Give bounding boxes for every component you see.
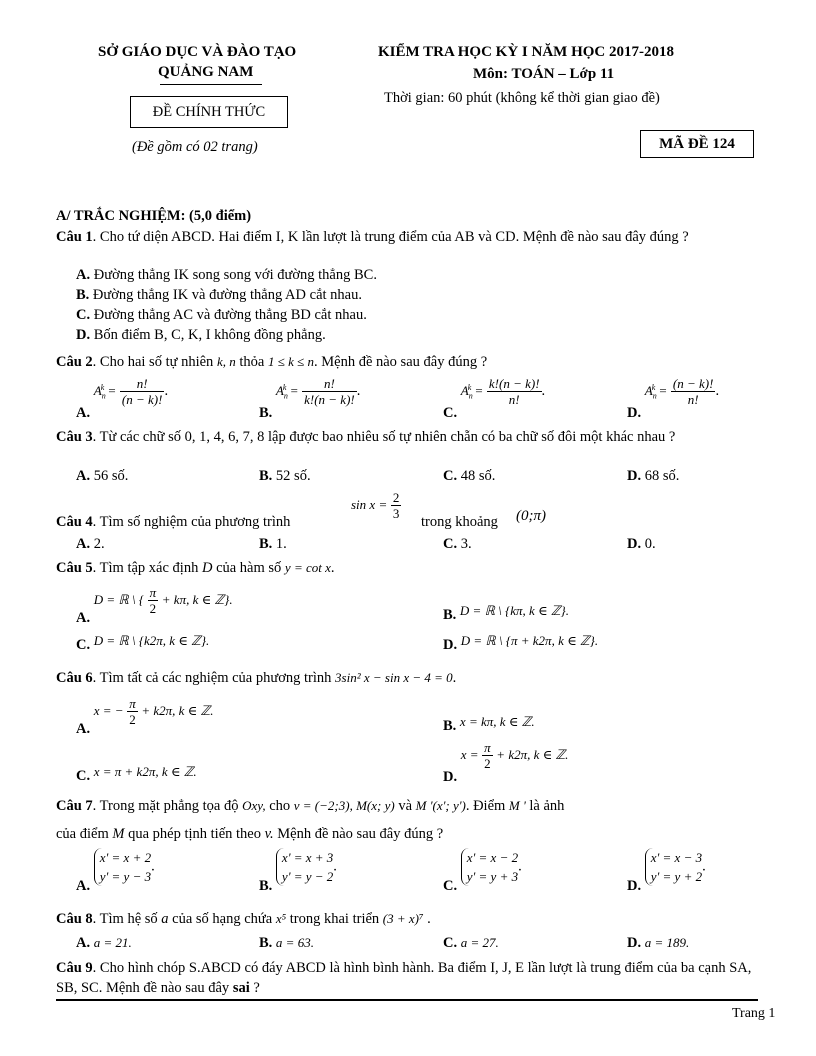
header-underline bbox=[160, 84, 262, 85]
q4-option-b: B. 1. bbox=[259, 536, 287, 552]
question-1 bbox=[56, 227, 758, 247]
department-line2: QUẢNG NAM bbox=[158, 64, 254, 80]
q6-option-d: D. x = $\frac{\pi}{2}$ + k2π, k ∈ ℤ. bbox=[443, 740, 569, 785]
subject: Môn: TOÁN – Lớp 11 bbox=[473, 66, 615, 82]
q6-option-a: A. x = − $\frac{\pi}{2}$ + k2π, k ∈ ℤ. bbox=[76, 696, 214, 737]
q2-option-a: A. $A_n^k$ = $\frac{n!}{(n - k)!}$ . bbox=[76, 376, 169, 421]
q7-option-d: D. x' = x − 3 y' = y + 2. bbox=[627, 850, 706, 895]
exam-time: Thời gian: 60 phút (không kể thời gian giao đề) bbox=[384, 90, 660, 106]
q8-option-c: C. a = 27. bbox=[443, 935, 499, 951]
q7-option-c: C. x' = x − 2 y' = y + 3. bbox=[443, 850, 522, 895]
q2-option-d: D. $A_n^k$ = $\frac{(n - k)!}{n!}$ . bbox=[627, 376, 720, 421]
q4-option-a: A. 2. bbox=[76, 536, 105, 552]
question-6: Câu 6. Tìm tất cả các nghiệm của phương trình 3sin² x − sin x − 4 = 0. bbox=[56, 670, 457, 686]
q3-option-d: D. 68 số. bbox=[627, 468, 680, 484]
q6-option-b: B. x = kπ, k ∈ ℤ. bbox=[443, 714, 535, 734]
q7-option-a: A. x' = x + 2 y' = y − 3. bbox=[76, 850, 155, 895]
q8-option-a: A. a = 21. bbox=[76, 935, 132, 951]
q4-equation: sin x = $\frac{2}{3}$ bbox=[351, 490, 400, 521]
q5-option-d: D. D = ℝ \ {π + k2π, k ∈ ℤ}. bbox=[443, 633, 599, 653]
q7-option-b: B. x' = x + 3 y' = y − 2. bbox=[259, 850, 337, 895]
q4-option-c: C. 3. bbox=[443, 536, 472, 552]
question-label: Câu 1 bbox=[56, 229, 93, 245]
q8-option-b: B. a = 63. bbox=[259, 935, 314, 951]
question-4: Câu 4. Tìm số nghiệm của phương trình bbox=[56, 514, 291, 530]
q4-text-interval: trong khoảng bbox=[421, 514, 498, 530]
question-9: Câu 9. Cho hình chóp S.ABCD có đáy ABCD là hình bình hành. Ba điểm I, J, E lần lượt là trung điểm của ba cạnh SA, SB, SC. Mệnh đề nào sau đây sai ? bbox=[56, 960, 752, 996]
q2-option-b: B. $A_n^k$ = $\frac{n!}{k!(n - k)!}$ . bbox=[259, 376, 361, 421]
q4-option-d: D. 0. bbox=[627, 536, 656, 552]
q1-option-b: B. Đường thẳng IK và đường thẳng AD cắt nhau. bbox=[76, 287, 362, 303]
pages-note: (Đề gồm có 02 trang) bbox=[132, 139, 258, 155]
department-line1: SỞ GIÁO DỤC VÀ ĐÀO TẠO bbox=[98, 44, 297, 60]
official-box: ĐỀ CHÍNH THỨC bbox=[130, 96, 288, 128]
section-title: A/ TRẮC NGHIỆM: (5,0 điểm) bbox=[56, 208, 252, 224]
q1-option-a: A. Đường thẳng IK song song với đường thẳng BC. bbox=[76, 267, 377, 283]
q3-option-b: B. 52 số. bbox=[259, 468, 311, 484]
q2-option-c: C. $A_n^k$ = $\frac{k!(n - k)!}{n!}$ . bbox=[443, 376, 546, 421]
q5-option-a: A. D = ℝ \ { $\frac{\pi}{2}$ + kπ, k ∈ ℤ}. bbox=[76, 585, 233, 626]
question-7-line1: Câu 7. Trong mặt phẳng tọa độ Oxy, cho v = (−2;3), M(x; y) và M '(x'; y'). Điểm M ' là ảnh bbox=[56, 798, 565, 814]
q8-option-d: D. a = 189. bbox=[627, 935, 690, 951]
question-2: Câu 2. Cho hai số tự nhiên k, n thỏa 1 ≤ k ≤ n. Mệnh đề nào sau đây đúng ? bbox=[56, 354, 488, 370]
q5-option-c: C. D = ℝ \ {k2π, k ∈ ℤ}. bbox=[76, 633, 210, 653]
question-text: . Cho tứ diện ABCD. Hai điểm I, K lần lượt là trung điểm của AB và CD. Mệnh đề nào sau đây đúng ? bbox=[92, 229, 689, 245]
q3-option-a: A. 56 số. bbox=[76, 468, 129, 484]
question-5: Câu 5. Tìm tập xác định D của hàm số y = cot x. bbox=[56, 560, 335, 576]
question-7-line2: của điểm M qua phép tịnh tiến theo v. Mệnh đề nào sau đây đúng ? bbox=[56, 826, 444, 842]
footer-rule bbox=[56, 999, 758, 1001]
q3-option-c: C. 48 số. bbox=[443, 468, 496, 484]
q6-option-c: C. x = π + k2π, k ∈ ℤ. bbox=[76, 764, 197, 784]
exam-code-box: MÃ ĐỀ 124 bbox=[640, 130, 754, 158]
exam-title: KIỂM TRA HỌC KỲ I NĂM HỌC 2017-2018 bbox=[378, 44, 674, 60]
page-number: Trang 1 bbox=[732, 1006, 776, 1021]
q1-option-c: C. Đường thẳng AC và đường thẳng BD cắt nhau. bbox=[76, 307, 367, 323]
question-8: Câu 8. Tìm hệ số a của số hạng chứa x⁵ trong khai triển (3 + x)⁷ . bbox=[56, 911, 431, 927]
q5-option-b: B. D = ℝ \ {kπ, k ∈ ℤ}. bbox=[443, 603, 569, 623]
q4-interval: (0;π) bbox=[516, 508, 546, 524]
q1-option-d: D. Bốn điểm B, C, K, I không đồng phẳng. bbox=[76, 327, 326, 343]
question-3: Câu 3. Từ các chữ số 0, 1, 4, 6, 7, 8 lập được bao nhiêu số tự nhiên chẵn có ba chữ số đôi một khác nhau ? bbox=[56, 429, 676, 445]
